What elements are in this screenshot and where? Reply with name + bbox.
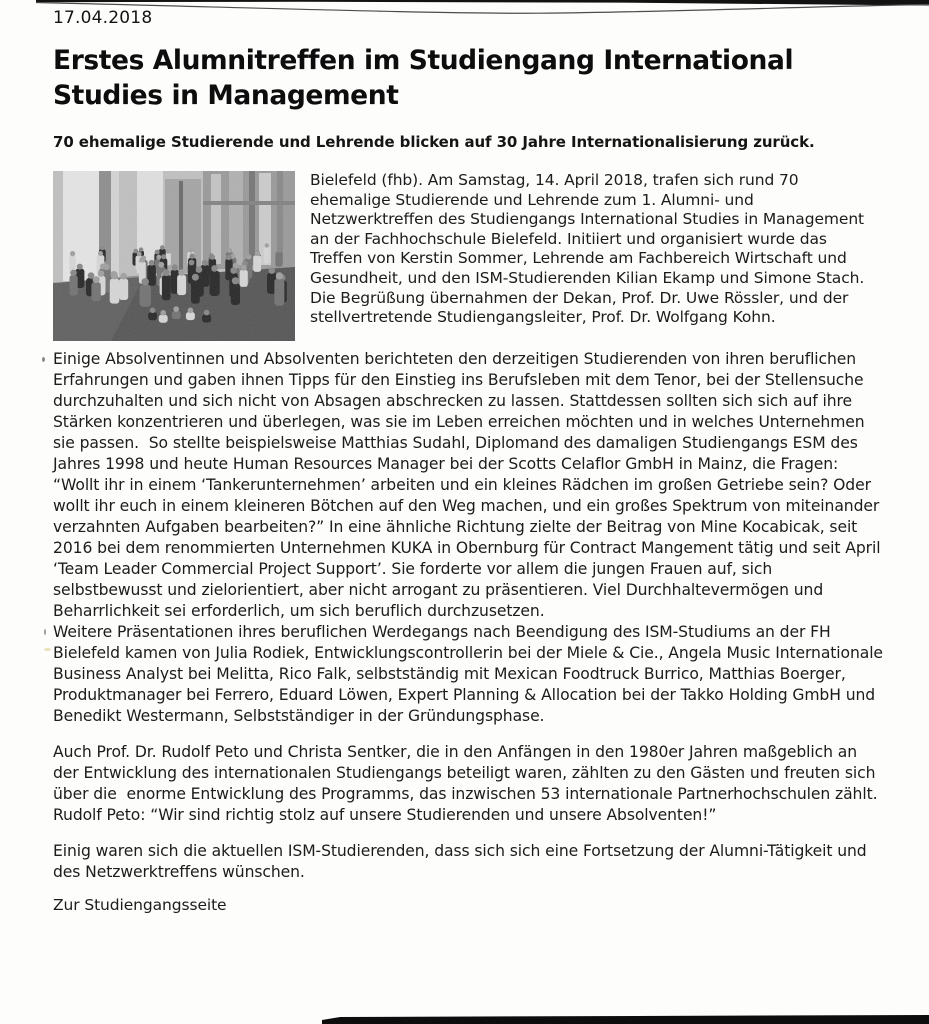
link-line bbox=[53, 896, 880, 914]
alumni-group-photo bbox=[53, 171, 295, 341]
paragraph-students-agree: Einig waren sich die aktuellen ISM-Studierenden, dass sich sich eine Fortsetzung der Alumni-Tätigkeit und des Netzwerktreffens wünschen. bbox=[53, 842, 872, 881]
paragraph-further-presentations: Weitere Präsentationen ihres beruflichen Werdegangs nach Beendigung des ISM-Studiums an der FH Bielefeld kamen von Julia Rodiek, Entwicklungscontrollerin bei der Miele & Cie., Angela Music Internationale Business Analyst bei Melitta, Rico Falk, selbstständig mit Mexican Foodtruck Burrico, Matthias Boerger, Produktmanager bei Ferrero, Eduard Löwen, Expert Planning & Allocation bei der Takko Holding GmbH und Benedikt Westermann, Selbstständiger in der Gründungsphase. bbox=[53, 623, 888, 725]
scan-speck bbox=[44, 648, 51, 651]
lead-section bbox=[53, 171, 880, 341]
course-page-link[interactable]: Zur Studiengangsseite bbox=[53, 896, 227, 914]
scan-edge-artifact-bottom bbox=[322, 1015, 929, 1024]
paragraph-program-founders: Auch Prof. Dr. Rudolf Peto und Christa Sentker, die in den Anfängen in den 1980er Jahren maßgeblich an der Entwicklung des internationalen Studiengangs beteiligt waren, zählten zu den Gästen und freuten sich über die enorme Entwicklung des Programms, das inzwischen 53 internationale Partnerhochschulen zählt. Rudolf Peto: “Wir sind richtig stolz auf unsere Studierenden und unsere Absolventen!” bbox=[53, 743, 883, 824]
article-subtitle: 70 ehemalige Studierende und Lehrende blicken auf 30 Jahre Internationalisierung zurück. bbox=[53, 133, 815, 151]
scan-speck bbox=[42, 357, 45, 362]
paragraph-alumni-experiences: Einige Absolventinnen und Absolventen berichteten den derzeitigen Studierenden von ihren beruflichen Erfahrungen und gaben ihnen Tipps für den Einstieg ins Berufsleben mit dem Tenor, bei der Stellensuche durchzuhalten und sich nicht von Absagen abschrecken zu lassen. Stattdessen sollten sich sich auf ihre Stärken konzentrieren und überlegen, was sie im Leben erreichen möchten und in welches Unternehmen sie passen. So stellte beispielsweise Matthias Sudahl, Diplomand des damaligen Studiengangs ESM des Jahres 1998 und heute Human Resources Manager bei der Scotts Celaflor GmbH in Mainz, die Fragen: “Wollt ihr in einem ‘Tankerunternehmen’ arbeiten und ein kleines Rädchen im großen Getriebe sein? Oder wollt ihr euch in einem kleineren Bötchen auf den Weg machen, und ein großes Spektrum von miteinander verzahnten Aufgaben bearbeiten?” In eine ähnliche Richtung zielte der Beitrag von Mine Kocabicak, seit 2016 bei dem renommierten Unternehmen KUKA in Obernburg für Contract Mangement tätig und seit April ‘Team Leader Commercial Project Support’. Sie forderte vor allem die jungen Frauen auf, sich selbstbewusst und zielorientiert, aber nicht arrogant zu präsentieren. Viel Durchhaltevermögen und Beharrlichkeit sei erforderlich, um sich beruflich durchzusetzen. bbox=[53, 350, 886, 620]
article-title: Erstes Alumnitreffen im Studiengang International Studies in Management bbox=[53, 45, 794, 111]
scan-speck bbox=[44, 629, 46, 635]
scan-edge-artifact-top bbox=[0, 0, 929, 16]
article-date: 17.04.2018 bbox=[53, 8, 153, 28]
lead-paragraph: Bielefeld (fhb). Am Samstag, 14. April 2018, trafen sich rund 70 ehemalige Studierende und Lehrende zum 1. Alumni- und Netzwerktreffen des Studiengangs International Studies in Management an der Fachhochschule Bielefeld. Initiiert und organisiert wurde das Treffen von Kerstin Sommer, Lehrende am Fachbereich Wirtschaft und Gesundheit, und den ISM-Studierenden Kilian Ekamp und Simone Stach. Die Begrüßung übernahmen der Dekan, Prof. Dr. Uwe Rössler, und der stellvertretende Studiengangsleiter, Prof. Dr. Wolfgang Kohn. bbox=[310, 171, 869, 327]
group-photo-illustration bbox=[53, 171, 295, 341]
